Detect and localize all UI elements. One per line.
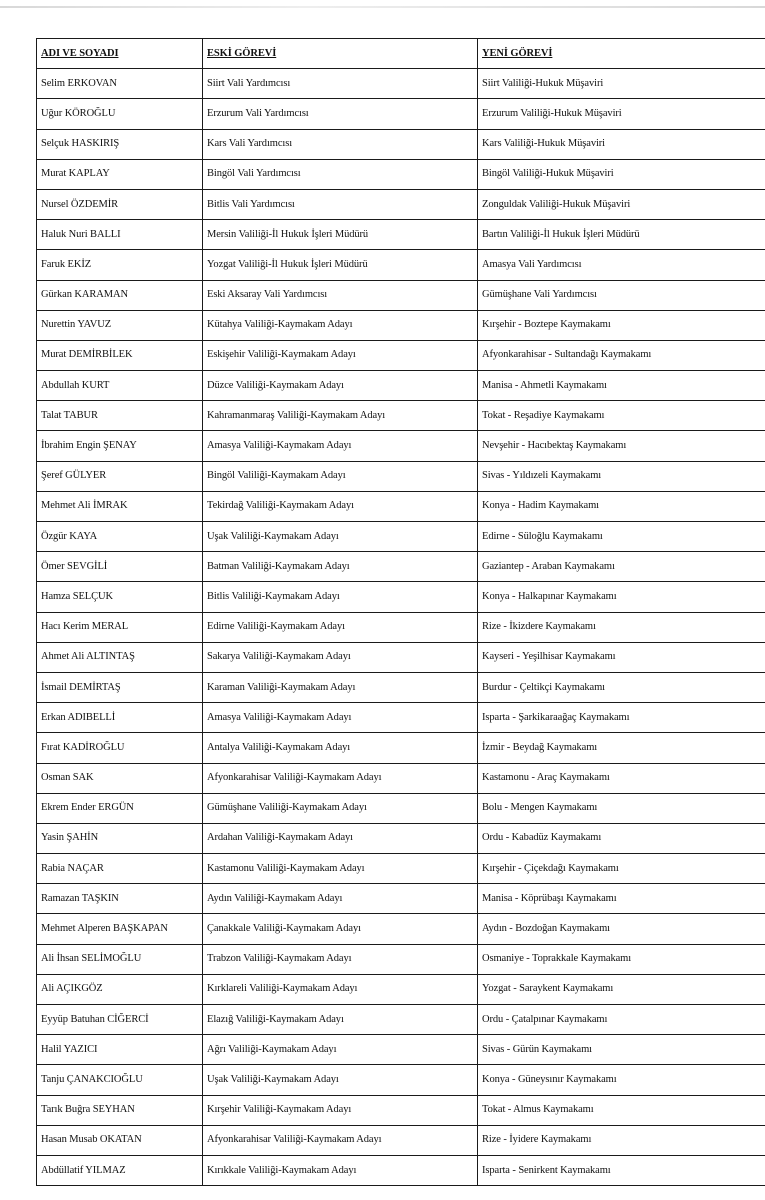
cell-old-post: Yozgat Valiliği-İl Hukuk İşleri Müdürü	[203, 250, 478, 280]
cell-old-post: Bingöl Valiliği-Kaymakam Adayı	[203, 461, 478, 491]
cell-old-post: Uşak Valiliği-Kaymakam Adayı	[203, 1065, 478, 1095]
table-row	[37, 793, 765, 823]
table-row	[37, 974, 765, 1004]
cell-name: Şeref GÜLYER	[37, 461, 203, 491]
cell-new-post: Ordu - Kabadüz Kaymakamı	[478, 823, 765, 853]
cell-new-post: Sivas - Gürün Kaymakamı	[478, 1035, 765, 1065]
table-row	[37, 642, 765, 672]
cell-old-post: Eskişehir Valiliği-Kaymakam Adayı	[203, 340, 478, 370]
table-row	[37, 884, 765, 914]
cell-name: Mehmet Alperen BAŞKAPAN	[37, 914, 203, 944]
cell-new-post: Burdur - Çeltikçi Kaymakamı	[478, 672, 765, 702]
cell-new-post: Kırşehir - Boztepe Kaymakamı	[478, 310, 765, 340]
cell-old-post: Karaman Valiliği-Kaymakam Adayı	[203, 672, 478, 702]
cell-new-post: Konya - Güneysınır Kaymakamı	[478, 1065, 765, 1095]
table-row	[37, 280, 765, 310]
cell-old-post: Edirne Valiliği-Kaymakam Adayı	[203, 612, 478, 642]
cell-old-post: Tekirdağ Valiliği-Kaymakam Adayı	[203, 491, 478, 521]
cell-name: Selçuk HASKIRIŞ	[37, 129, 203, 159]
cell-new-post: Amasya Vali Yardımcısı	[478, 250, 765, 280]
cell-name: Hamza SELÇUK	[37, 582, 203, 612]
cell-name: Hacı Kerim MERAL	[37, 612, 203, 642]
cell-name: Ekrem Ender ERGÜN	[37, 793, 203, 823]
cell-name: Gürkan KARAMAN	[37, 280, 203, 310]
table-row	[37, 159, 765, 189]
cell-name: Erkan ADIBELLİ	[37, 703, 203, 733]
cell-name: Murat KAPLAY	[37, 159, 203, 189]
cell-name: Nurettin YAVUZ	[37, 310, 203, 340]
cell-new-post: Rize - İyidere Kaymakamı	[478, 1125, 765, 1155]
table-row	[37, 491, 765, 521]
cell-old-post: Siirt Vali Yardımcısı	[203, 69, 478, 99]
cell-old-post: Ağrı Valiliği-Kaymakam Adayı	[203, 1035, 478, 1065]
cell-old-post: Kırşehir Valiliği-Kaymakam Adayı	[203, 1095, 478, 1125]
cell-name: Tanju ÇANAKCIOĞLU	[37, 1065, 203, 1095]
cell-old-post: Eski Aksaray Vali Yardımcısı	[203, 280, 478, 310]
cell-name: Murat DEMİRBİLEK	[37, 340, 203, 370]
header-name: ADI VE SOYADI	[37, 39, 203, 69]
cell-old-post: Mersin Valiliği-İl Hukuk İşleri Müdürü	[203, 220, 478, 250]
table-row	[37, 69, 765, 99]
header-new-post: YENİ GÖREVİ	[478, 39, 765, 69]
cell-name: Tarık Buğra SEYHAN	[37, 1095, 203, 1125]
cell-old-post: Aydın Valiliği-Kaymakam Adayı	[203, 884, 478, 914]
cell-old-post: Kütahya Valiliği-Kaymakam Adayı	[203, 310, 478, 340]
cell-name: Talat TABUR	[37, 401, 203, 431]
cell-old-post: Afyonkarahisar Valiliği-Kaymakam Adayı	[203, 1125, 478, 1155]
table-row	[37, 220, 765, 250]
table-row	[37, 1065, 765, 1095]
cell-old-post: Bingöl Vali Yardımcısı	[203, 159, 478, 189]
cell-new-post: Aydın - Bozdoğan Kaymakamı	[478, 914, 765, 944]
cell-old-post: Kırıkkale Valiliği-Kaymakam Adayı	[203, 1155, 478, 1185]
table-row	[37, 461, 765, 491]
cell-old-post: Kastamonu Valiliği-Kaymakam Adayı	[203, 854, 478, 884]
table-row	[37, 1155, 765, 1185]
table-row	[37, 401, 765, 431]
cell-new-post: Bartın Valiliği-İl Hukuk İşleri Müdürü	[478, 220, 765, 250]
cell-name: Ali İhsan SELİMOĞLU	[37, 944, 203, 974]
cell-new-post: Kars Valiliği-Hukuk Müşaviri	[478, 129, 765, 159]
table-row	[37, 189, 765, 219]
cell-name: Fırat KADİROĞLU	[37, 733, 203, 763]
cell-name: Ramazan TAŞKIN	[37, 884, 203, 914]
cell-old-post: Amasya Valiliği-Kaymakam Adayı	[203, 431, 478, 461]
cell-old-post: Elazığ Valiliği-Kaymakam Adayı	[203, 1005, 478, 1035]
cell-new-post: Kayseri - Yeşilhisar Kaymakamı	[478, 642, 765, 672]
table-body	[37, 69, 765, 1186]
cell-name: Selim ERKOVAN	[37, 69, 203, 99]
cell-new-post: Tokat - Almus Kaymakamı	[478, 1095, 765, 1125]
cell-name: Abdüllatif YILMAZ	[37, 1155, 203, 1185]
cell-old-post: Kahramanmaraş Valiliği-Kaymakam Adayı	[203, 401, 478, 431]
cell-name: İbrahim Engin ŞENAY	[37, 431, 203, 461]
cell-new-post: Gaziantep - Araban Kaymakamı	[478, 552, 765, 582]
table-row	[37, 310, 765, 340]
cell-old-post: Ardahan Valiliği-Kaymakam Adayı	[203, 823, 478, 853]
table-row	[37, 612, 765, 642]
cell-name: Ali AÇIKGÖZ	[37, 974, 203, 1004]
cell-old-post: Afyonkarahisar Valiliği-Kaymakam Adayı	[203, 763, 478, 793]
table-row	[37, 340, 765, 370]
cell-new-post: Kastamonu - Araç Kaymakamı	[478, 763, 765, 793]
table-row	[37, 1035, 765, 1065]
cell-name: Eyyüp Batuhan CİĞERCİ	[37, 1005, 203, 1035]
table-row	[37, 431, 765, 461]
table-row	[37, 250, 765, 280]
cell-name: İsmail DEMİRTAŞ	[37, 672, 203, 702]
table-row	[37, 582, 765, 612]
cell-name: Mehmet Ali İMRAK	[37, 491, 203, 521]
cell-name: Nursel ÖZDEMİR	[37, 189, 203, 219]
cell-new-post: Isparta - Şarkikaraağaç Kaymakamı	[478, 703, 765, 733]
table-row	[37, 1095, 765, 1125]
table-row	[37, 672, 765, 702]
table-row	[37, 129, 765, 159]
table-row	[37, 763, 765, 793]
cell-old-post: Kars Vali Yardımcısı	[203, 129, 478, 159]
cell-old-post: Gümüşhane Valiliği-Kaymakam Adayı	[203, 793, 478, 823]
cell-name: Ahmet Ali ALTINTAŞ	[37, 642, 203, 672]
cell-new-post: Rize - İkizdere Kaymakamı	[478, 612, 765, 642]
cell-new-post: Ordu - Çatalpınar Kaymakamı	[478, 1005, 765, 1035]
cell-new-post: Isparta - Senirkent Kaymakamı	[478, 1155, 765, 1185]
cell-old-post: Batman Valiliği-Kaymakam Adayı	[203, 552, 478, 582]
cell-new-post: Bolu - Mengen Kaymakamı	[478, 793, 765, 823]
cell-new-post: Manisa - Köprübaşı Kaymakamı	[478, 884, 765, 914]
cell-new-post: Konya - Hadim Kaymakamı	[478, 491, 765, 521]
table-row	[37, 522, 765, 552]
cell-name: Abdullah KURT	[37, 371, 203, 401]
cell-old-post: Sakarya Valiliği-Kaymakam Adayı	[203, 642, 478, 672]
cell-name: Halil YAZICI	[37, 1035, 203, 1065]
cell-new-post: Siirt Valiliği-Hukuk Müşaviri	[478, 69, 765, 99]
table-row	[37, 914, 765, 944]
cell-name: Osman SAK	[37, 763, 203, 793]
table-row	[37, 99, 765, 129]
cell-new-post: Nevşehir - Hacıbektaş Kaymakamı	[478, 431, 765, 461]
cell-new-post: Manisa - Ahmetli Kaymakamı	[478, 371, 765, 401]
cell-new-post: Yozgat - Saraykent Kaymakamı	[478, 974, 765, 1004]
cell-old-post: Trabzon Valiliği-Kaymakam Adayı	[203, 944, 478, 974]
cell-old-post: Amasya Valiliği-Kaymakam Adayı	[203, 703, 478, 733]
cell-new-post: İzmir - Beydağ Kaymakamı	[478, 733, 765, 763]
table-header-row	[37, 39, 765, 69]
table-row	[37, 854, 765, 884]
cell-old-post: Çanakkale Valiliği-Kaymakam Adayı	[203, 914, 478, 944]
cell-new-post: Zonguldak Valiliği-Hukuk Müşaviri	[478, 189, 765, 219]
cell-new-post: Konya - Halkapınar Kaymakamı	[478, 582, 765, 612]
table-row	[37, 1125, 765, 1155]
cell-new-post: Erzurum Valiliği-Hukuk Müşaviri	[478, 99, 765, 129]
cell-old-post: Kırklareli Valiliği-Kaymakam Adayı	[203, 974, 478, 1004]
table-row	[37, 703, 765, 733]
cell-new-post: Afyonkarahisar - Sultandağı Kaymakamı	[478, 340, 765, 370]
cell-old-post: Antalya Valiliği-Kaymakam Adayı	[203, 733, 478, 763]
cell-name: Ömer SEVGİLİ	[37, 552, 203, 582]
table-row	[37, 1005, 765, 1035]
appointments-table	[36, 38, 765, 1186]
cell-name: Uğur KÖROĞLU	[37, 99, 203, 129]
cell-new-post: Kırşehir - Çiçekdağı Kaymakamı	[478, 854, 765, 884]
cell-new-post: Tokat - Reşadiye Kaymakamı	[478, 401, 765, 431]
table-row	[37, 371, 765, 401]
cell-old-post: Uşak Valiliği-Kaymakam Adayı	[203, 522, 478, 552]
cell-name: Hasan Musab OKATAN	[37, 1125, 203, 1155]
cell-old-post: Bitlis Vali Yardımcısı	[203, 189, 478, 219]
cell-old-post: Erzurum Vali Yardımcısı	[203, 99, 478, 129]
cell-new-post: Gümüşhane Vali Yardımcısı	[478, 280, 765, 310]
cell-new-post: Edirne - Süloğlu Kaymakamı	[478, 522, 765, 552]
cell-name: Rabia NAÇAR	[37, 854, 203, 884]
header-old-post: ESKİ GÖREVİ	[203, 39, 478, 69]
table-row	[37, 552, 765, 582]
cell-new-post: Bingöl Valiliği-Hukuk Müşaviri	[478, 159, 765, 189]
cell-name: Özgür KAYA	[37, 522, 203, 552]
cell-name: Haluk Nuri BALLI	[37, 220, 203, 250]
page-top-edge	[0, 6, 765, 8]
cell-old-post: Bitlis Valiliği-Kaymakam Adayı	[203, 582, 478, 612]
cell-old-post: Düzce Valiliği-Kaymakam Adayı	[203, 371, 478, 401]
table-row	[37, 823, 765, 853]
cell-new-post: Osmaniye - Toprakkale Kaymakamı	[478, 944, 765, 974]
cell-new-post: Sivas - Yıldızeli Kaymakamı	[478, 461, 765, 491]
table-row	[37, 733, 765, 763]
cell-name: Faruk EKİZ	[37, 250, 203, 280]
cell-name: Yasin ŞAHİN	[37, 823, 203, 853]
table-row	[37, 944, 765, 974]
